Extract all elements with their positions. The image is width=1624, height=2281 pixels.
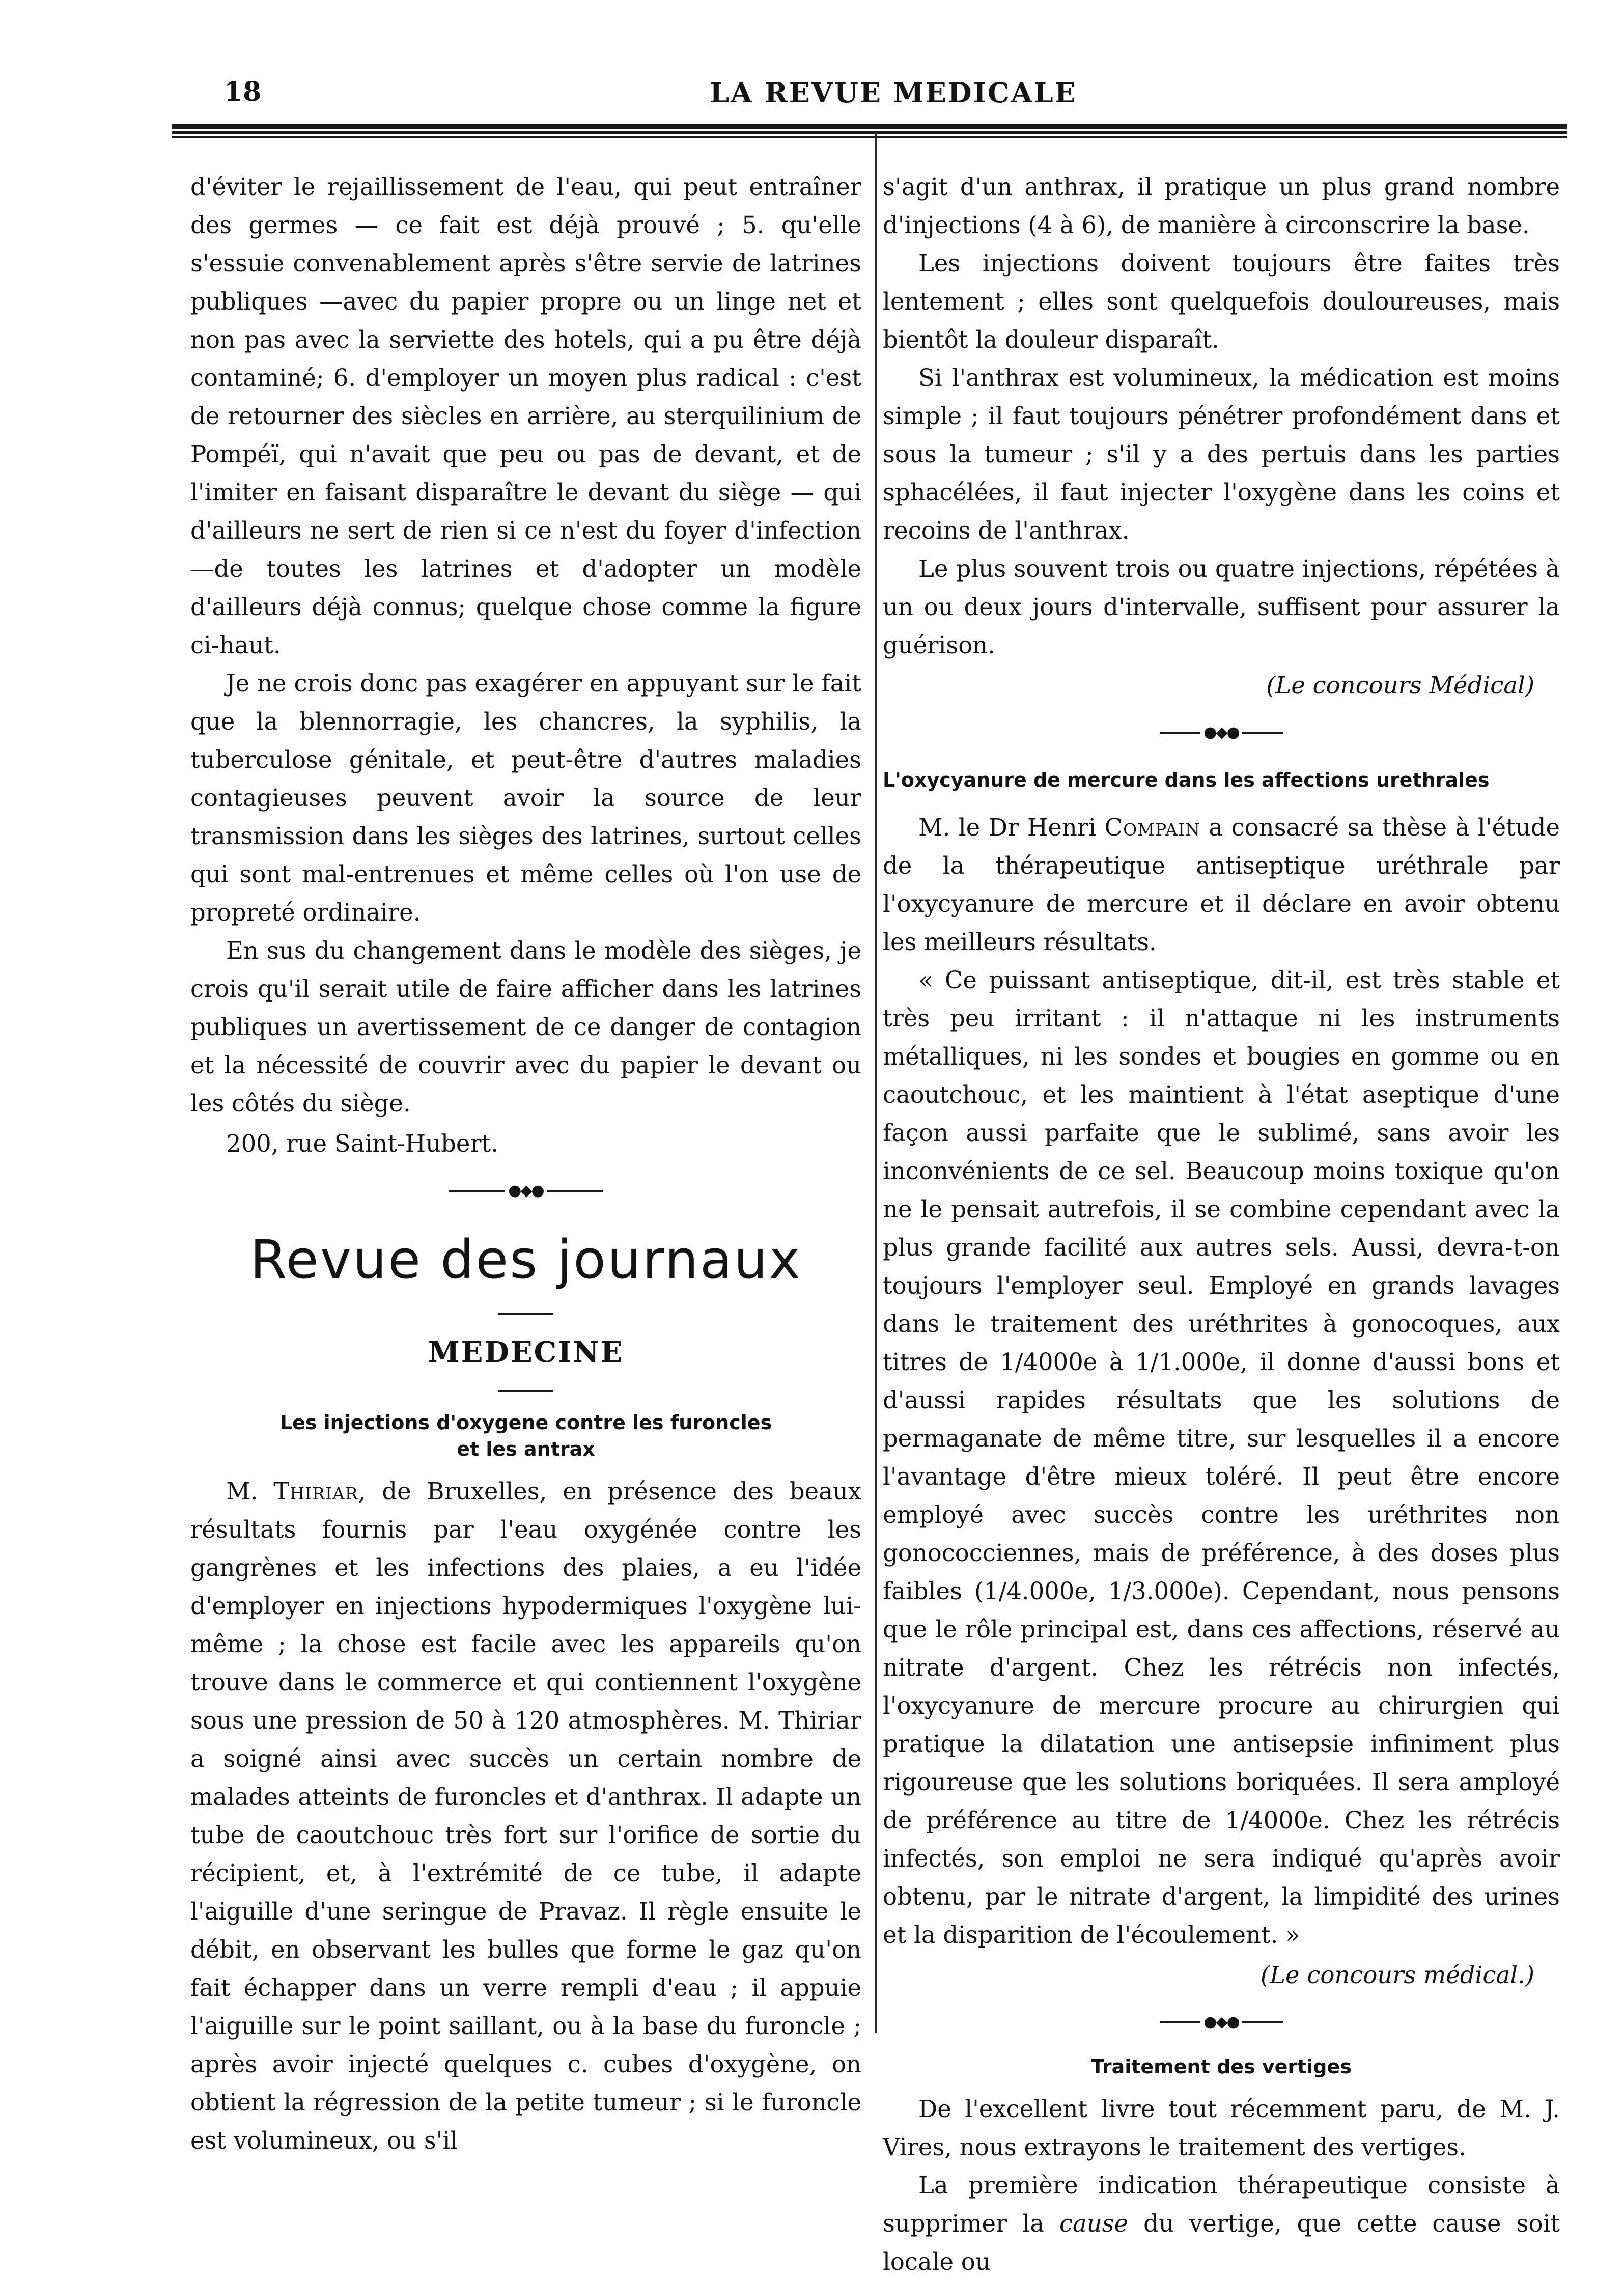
paragraph-text: du vertige, que cette cause soit locale ou (883, 2210, 1560, 2275)
short-rule (498, 1313, 553, 1315)
source-citation: (Le concours médical.) (1261, 1961, 1534, 1989)
ornament-divider: ●◆● (883, 705, 1560, 761)
paragraph-text: de Bruxelles, en présence des beaux résultats fournis par l'eau oxygénée contre les gangrènes et les infections des plaies, a eu l'idée d'employer en injections hypodermiques l'oxygène lui-même ; la chose est facile avec les appareils qu'on trouve dans le commerce et qui contiennent l'oxygène sous une pression de 50 à 120 atmosphères. M. Thiriar a soigné ainsi avec succès un certain nombre de malades atteints de furoncles et d'anthrax. Il adapte un tube de caoutchouc très fort sur l'orifice de sortie du récipient, et, à l'extrémité de ce tube, il adapte l'aiguille d'une seringue de Pravaz. Il règle ensuite le débit, en observant les bulles que forme le gaz qu'on fait échapper dans un verre rempli d'eau ; il appuie l'aiguille sur le point saillant, ou à la base du furoncle ; après avoir injecté quelques c. cubes d'oxygène, on obtient la régression de la petite tumeur ; si le furoncle est volumineux, ou s'il (190, 1478, 862, 2154)
page-number: 18 (224, 76, 262, 107)
article-heading-line: et les antrax (457, 1438, 595, 1460)
ornament-divider: ●◆● (883, 1994, 1560, 2050)
paragraph: De l'excellent livre tout récemment paru, de M. J. Vires, nous extrayons le traitement des vertiges. (883, 2095, 1560, 2161)
paragraph: En sus du changement dans le modèle des sièges, je crois qu'il serait utile de faire afficher dans les latrines publiques un avertissement de ce danger de contagion et la nécessité de couvrir avec du papier le devant ou les côtés du siège. (190, 937, 861, 1117)
name-prefix: M. (226, 1478, 258, 1505)
paragraph-text: a consacré sa thèse à l'étude de la thérapeutique antiseptique uréthrale par l'oxycyanure de mercure et il déclare en avoir obtenu les meilleurs résultats. (883, 814, 1560, 956)
source-citation: (Le concours Médical) (1266, 672, 1534, 699)
article-heading (190, 1409, 861, 1462)
section-title: Revue des journaux (250, 1229, 802, 1291)
column-divider (875, 133, 877, 2033)
name-prefix: M. le Dr Henri (918, 814, 1096, 841)
paragraph: Je ne crois donc pas exagérer en appuyant sur le fait que la blennorragie, les chancres, la syphilis, la tuberculose génitale, et peut-être d'autres maladies contagieuses peuvent avoir la source de leur transmission dans les sièges des latrines, surtout celles qui sont mal-entrenues et même celles où l'on use de propreté ordinaire. (190, 670, 861, 926)
author-name: Compain (1104, 814, 1200, 841)
author-name: Thiriar, (273, 1478, 367, 1505)
article-heading-line: Les injections d'oxygene contre les furoncles (279, 1411, 772, 1434)
paragraph: d'éviter le rejaillissement de l'eau, qui peut entraîner des germes — ce fait est déjà prouvé ; 5. qu'elle s'essuie convenablement après s'être servie de latrines publiques —avec du papier propre ou un linge net et non pas avec la serviette des hotels, qui a pu être déjà contaminé; 6. d'employer un moyen plus radical : c'est de retourner des siècles en arrière, au sterquilinium de Pompéï, qui n'avait que peu ou pas de devant, et de l'imiter en faisant disparaître le devant du siège — qui d'ailleurs ne sert de rien si ce n'est du foyer d'infection—de toutes les latrines et d'adopter un modèle d'ailleurs déjà connus; quelque chose comme la figure ci-haut. (190, 173, 861, 659)
page-header (224, 76, 1563, 117)
journal-title: LA REVUE MEDICALE (710, 76, 1077, 109)
author-address: 200, rue Saint-Hubert. (226, 1130, 499, 1157)
paragraph (883, 809, 1560, 961)
paragraph (883, 2166, 1560, 2281)
article-heading: L'oxycyanure de mercure dans les affections urethrales (883, 769, 1490, 791)
article-heading: Traitement des vertiges (1091, 2055, 1352, 2078)
emphasis: cause (1059, 2210, 1129, 2237)
short-rule (498, 1390, 553, 1392)
paragraph: « Ce puissant antiseptique, dit-il, est très stable et très peu irritant : il n'attaque ni les instruments métalliques, ni les sondes et bougies en gomme ou en caoutchouc, et les maintient à l'état aseptique d'une façon aussi parfaite que le sublimé, sans avoir les inconvénients de ce sel. Beaucoup moins toxique qu'on ne le pensait autrefois, il se combine cependant avec la plus grande facilité aux autres sels. Aussi, devra-t-on toujours l'employer seul. Employé en grands lavages dans le traitement des uréthrites à gonocoques, aux titres de 1/4000e à 1/1.000e, il donne d'aussi bons et d'aussi rapides résultats que les solutions de permaganate de même titre, sur lesquelles il a encore l'avantage d'être mieux toléré. Il peut être encore employé avec succès contre les uréthrites non gonococciennes, mais de préférence, à des doses plus faibles (1/4.000e, 1/3.000e). Cependant, nous pensons que le rôle principal est, dans ces affections, réservé au nitrate d'argent. Chez les rétrécis non infectés, l'oxycyanure de mercure procure au chirurgien qui pratique la dilatation une antisepsie infiniment plus rigoureuse que les solutions boriquées. Il sera amployé de préférence au titre de 1/4000e. Chez les rétrécis infectés, son emploi ne sera indiqué qu'après avoir obtenu, par le nitrate d'argent, la limpidité des urines et la disparition de l'écoulement. » (883, 966, 1560, 1949)
header-rule (172, 124, 1567, 138)
subsection-title: MEDECINE (428, 1336, 624, 1369)
paragraph-text: La première indication thérapeutique consiste à supprimer la (883, 2172, 1560, 2237)
ornament-divider: ●◆● (190, 1163, 861, 1219)
paragraph: s'agit d'un anthrax, il pratique un plus grand nombre d'injections (4 à 6), de manière à circonscrire la base. (883, 173, 1560, 239)
paragraph: Si l'anthrax est volumineux, la médication est moins simple ; il faut toujours pénétrer profondément dans et sous la tumeur ; s'il y a des pertuis dans les parties sphacélées, il faut injecter l'oxygène dans les coins et recoins de l'anthrax. (883, 364, 1560, 544)
left-column (190, 168, 861, 2160)
right-column (883, 168, 1560, 2281)
paragraph (190, 1472, 861, 2160)
paragraph: Le plus souvent trois ou quatre injections, répétées à un ou deux jours d'intervalle, suffisent pour assurer la guérison. (883, 555, 1560, 659)
paragraph: Les injections doivent toujours être faites très lentement ; elles sont quelquefois douloureuses, mais bientôt la douleur disparaît. (883, 249, 1560, 353)
